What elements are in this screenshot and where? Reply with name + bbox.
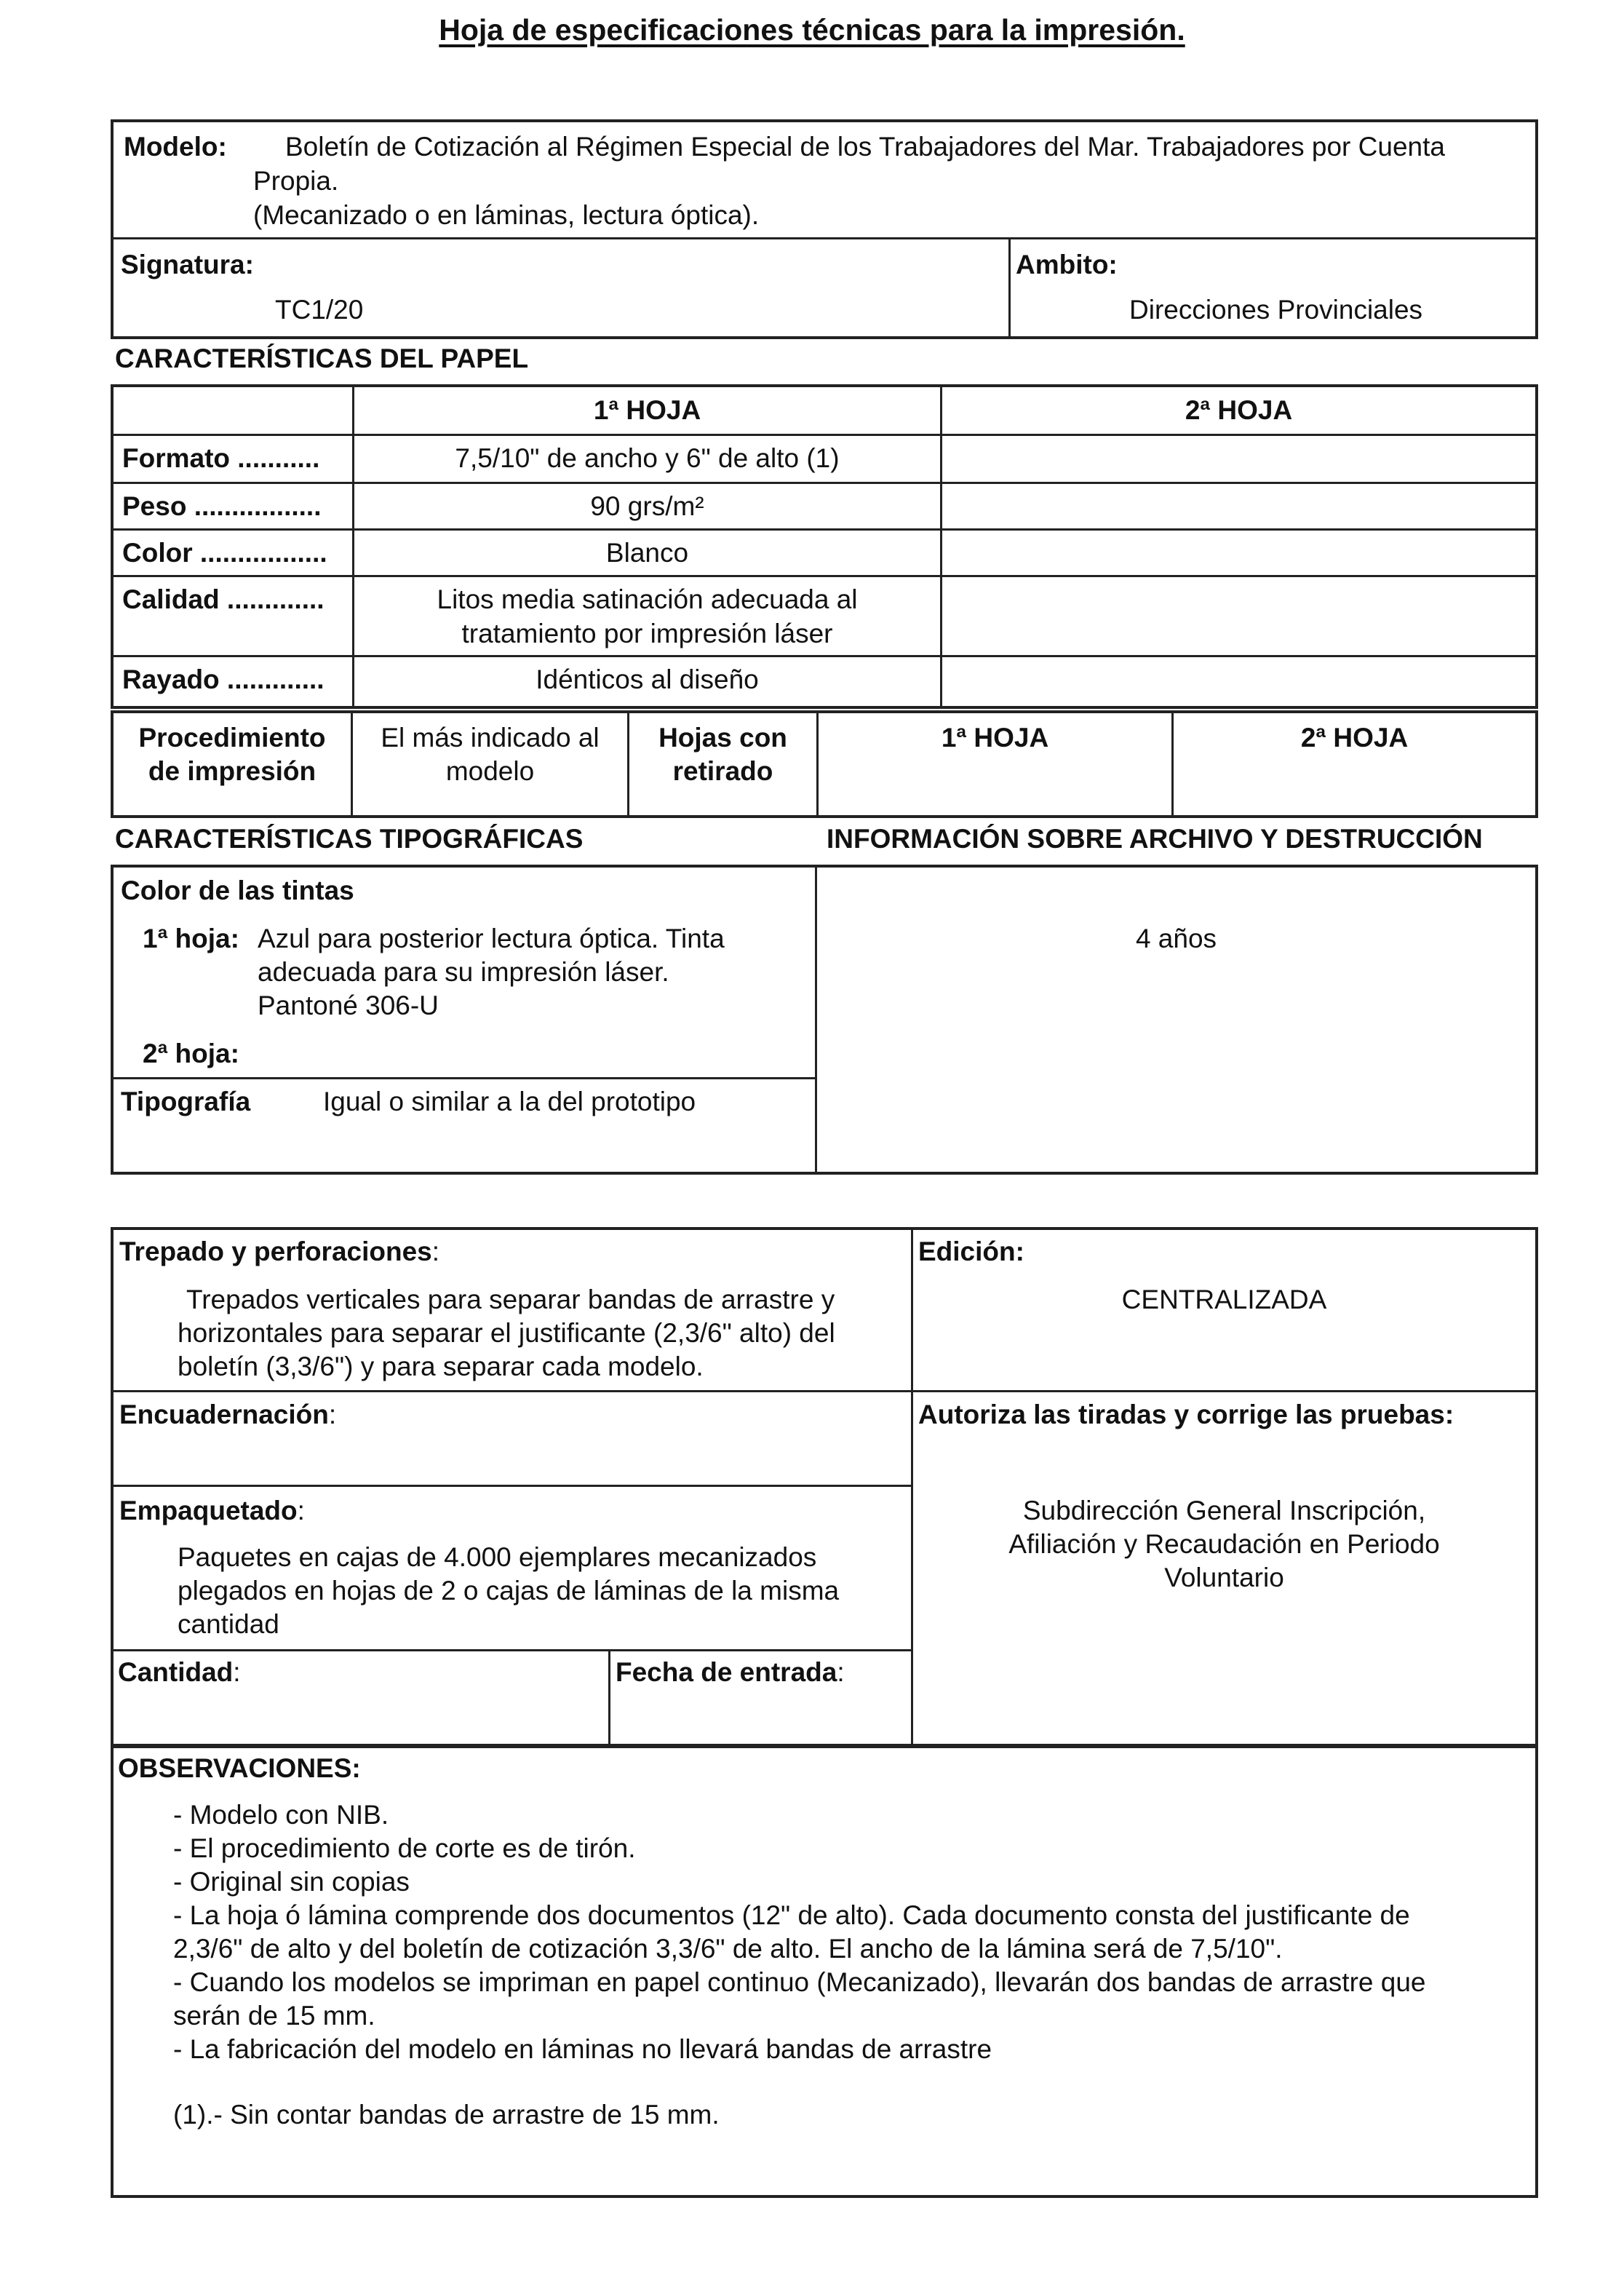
papel-col-1-header: 1ª HOJA <box>593 395 701 425</box>
tintas-hoja-1-line-1: Azul para posterior lectura óptica. Tinta <box>258 924 725 953</box>
hojas-retirado-hoja-2: 2ª HOJA <box>1300 723 1409 753</box>
color-tintas-label: Color de las tintas <box>121 876 354 905</box>
tipograficas-section-title: CARACTERÍSTICAS TIPOGRÁFICAS <box>115 824 584 854</box>
tintas-hoja-1-line-3: Pantoné 306-U <box>258 991 439 1020</box>
hojas-retirado-label-1: Hojas con <box>658 723 787 753</box>
edicion-value: CENTRALIZADA <box>1121 1285 1327 1314</box>
archivo-value: 4 años <box>1135 924 1217 953</box>
tipografia-label: Tipografía <box>121 1087 251 1116</box>
row-peso-value: 90 grs/m² <box>590 491 704 521</box>
autoriza-line-2: Afiliación y Recaudación en Periodo <box>1008 1529 1440 1559</box>
trepado-line-2: horizontales para separar el justificante (2,3/6" alto) del <box>178 1318 835 1348</box>
tintas-hoja-1-label: 1ª hoja: <box>143 924 239 953</box>
edicion-label: Edición: <box>918 1237 1024 1266</box>
row-calidad-value-1: Litos media satinación adecuada al <box>437 584 858 614</box>
signatura-value: TC1/20 <box>275 295 364 325</box>
modelo-label: Modelo: <box>124 132 227 162</box>
empaquetado-line-3: cantidad <box>178 1609 279 1639</box>
empaquetado-line-1: Paquetes en cajas de 4.000 ejemplares mecanizados <box>178 1542 817 1572</box>
procedimiento-label-1: Procedimiento <box>138 723 326 753</box>
observacion-line: serán de 15 mm. <box>173 2001 375 2031</box>
row-rayado-value: Idénticos al diseño <box>536 664 759 694</box>
page-title: Hoja de especificaciones técnicas para la impresión. <box>439 13 1185 47</box>
empaquetado-label: Empaquetado: <box>119 1496 305 1525</box>
papel-section-title: CARACTERÍSTICAS DEL PAPEL <box>115 344 529 373</box>
observacion-line: 2,3/6" de alto y del boletín de cotización 3,3/6" de alto. El ancho de la lámina será de 7,5/10". <box>173 1934 1283 1964</box>
observacion-line: - La hoja ó lámina comprende dos documentos (12" de alto). Cada documento consta del justificante de <box>173 1900 1410 1930</box>
observacion-line: - Original sin copias <box>173 1867 410 1897</box>
archivo-section-title: INFORMACIÓN SOBRE ARCHIVO Y DESTRUCCIÓN <box>827 824 1483 854</box>
tipografia-value: Igual o similar a la del prototipo <box>323 1087 696 1116</box>
autoriza-line-1: Subdirección General Inscripción, <box>1022 1496 1426 1525</box>
row-calidad-value-2: tratamiento por impresión láser <box>461 619 833 648</box>
ambito-label: Ambito: <box>1016 250 1118 279</box>
trepado-line-3: boletín (3,3/6") y para separar cada modelo. <box>178 1352 704 1381</box>
modelo-line-1: Boletín de Cotización al Régimen Especial de los Trabajadores del Mar. Trabajadores por Cuenta <box>285 132 1445 162</box>
procedimiento-value-1: El más indicado al <box>381 723 600 753</box>
row-formato-label: Formato ........... <box>122 443 320 473</box>
row-formato-value: 7,5/10" de ancho y 6" de alto (1) <box>455 443 840 473</box>
row-peso-label: Peso ................. <box>122 491 322 521</box>
trepado-label: Trepado y perforaciones: <box>119 1237 440 1266</box>
fecha-entrada-label: Fecha de entrada: <box>616 1657 845 1687</box>
hojas-retirado-label-2: retirado <box>672 756 773 786</box>
papel-col-2-header: 2ª HOJA <box>1185 395 1293 425</box>
encuadernacion-label: Encuadernación: <box>119 1400 337 1429</box>
trepado-line-1: Trepados verticales para separar bandas de arrastre y <box>186 1285 835 1314</box>
row-rayado-label: Rayado ............. <box>122 664 325 694</box>
cantidad-label: Cantidad: <box>118 1657 241 1687</box>
observacion-line: - Cuando los modelos se impriman en papel continuo (Mecanizado), llevarán dos bandas de arrastre que <box>173 1967 1426 1997</box>
procedimiento-label-2: de impresión <box>148 756 317 786</box>
tintas-hoja-2-label: 2ª hoja: <box>143 1039 239 1068</box>
autoriza-line-3: Voluntario <box>1164 1563 1284 1592</box>
row-color-value: Blanco <box>605 538 689 568</box>
row-calidad-label: Calidad ............. <box>122 584 325 614</box>
signatura-label: Signatura: <box>121 250 254 279</box>
observacion-line: - Modelo con NIB. <box>173 1800 389 1830</box>
modelo-line-3: (Mecanizado o en láminas, lectura óptica). <box>253 200 760 230</box>
modelo-line-2: Propia. <box>253 166 339 196</box>
ambito-value: Direcciones Provinciales <box>1129 295 1423 325</box>
row-color-label: Color ................. <box>122 538 327 568</box>
observacion-line: - El procedimiento de corte es de tirón. <box>173 1833 636 1863</box>
empaquetado-line-2: plegados en hojas de 2 o cajas de láminas de la misma <box>178 1576 840 1606</box>
observacion-line: - La fabricación del modelo en láminas no llevará bandas de arrastre <box>173 2034 992 2064</box>
procedimiento-value-2: modelo <box>445 756 535 786</box>
hojas-retirado-hoja-1: 1ª HOJA <box>941 723 1049 753</box>
observaciones-label: OBSERVACIONES: <box>118 1753 361 1783</box>
observaciones-footnote: (1).- Sin contar bandas de arrastre de 15 mm. <box>173 2100 720 2130</box>
autoriza-label: Autoriza las tiradas y corrige las pruebas: <box>918 1400 1454 1429</box>
tintas-hoja-1-line-2: adecuada para su impresión láser. <box>258 957 669 987</box>
